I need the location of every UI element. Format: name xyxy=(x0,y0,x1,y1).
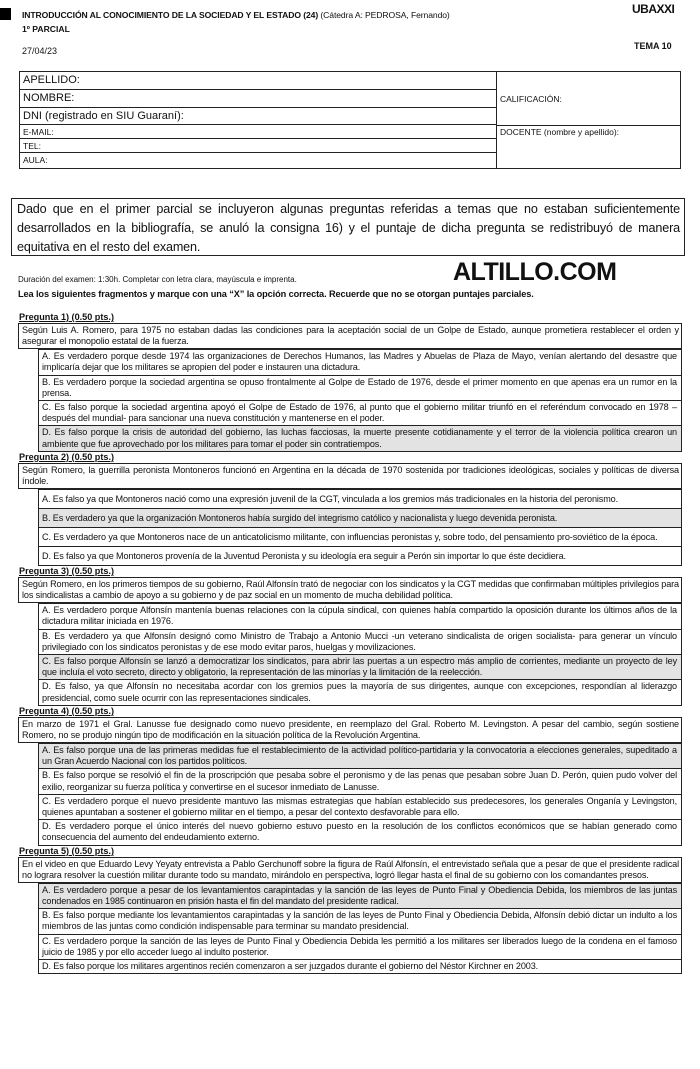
uba-xxi-logo: UBAXXI xyxy=(632,2,675,16)
option-b[interactable]: B. Es verdadero ya que Alfonsín designó como Ministro de Trabajo a Antonio Mucci -un veterano sindicalista de origen socialista- para generar un vínculo privilegiado con los sindicatos peronistas y de ese modo evitar paros, huelgas y movilizaciones. xyxy=(38,630,682,655)
exam-duration: Duración del examen: 1:30h. Completar con letra clara, mayúscula e imprenta. xyxy=(18,275,297,284)
question-2 xyxy=(18,452,682,566)
tema-label: TEMA 10 xyxy=(634,41,672,51)
question-title: Pregunta 2) (0.50 pts.) xyxy=(19,451,115,462)
question-stem: En el video en que Eduardo Levy Yeyaty entrevista a Pablo Gerchunoff sobre la figura de Raúl Alfonsín, el entrevistado señala que a pesar de que el presidente radical no lograra resolver la cuestión militar durante todo su mandato, mirándolo en perspectiva, logró llegar hasta el final de su gobierno con los comandantes presos. xyxy=(18,857,682,883)
option-d[interactable]: D. Es falso ya que Montoneros provenía de la Juventud Peronista y su ideología era seguir a Perón sin importar lo que éste decidiera. xyxy=(38,547,682,566)
student-id-form xyxy=(19,71,681,169)
options-list xyxy=(38,743,682,846)
option-d[interactable]: D. Es verdadero porque el único interés del nuevo gobierno estuvo puesto en la resolución de los conflictos económicos que se habían generado como consecuencia del aumento del endeudamiento externo. xyxy=(38,820,682,845)
options-list xyxy=(38,489,682,566)
option-b[interactable]: B. Es falso porque se resolvió el fin de la proscripción que pesaba sobre el peronismo y de las penas que pesaban sobre Juan D. Perón, quien pudo volver del exilio, reorganizar su fuerza política y convertirse en el sucesor inmediato de Lanusse. xyxy=(38,769,682,794)
course-title xyxy=(22,10,450,20)
question-3 xyxy=(18,566,682,706)
option-d[interactable]: D. Es falso porque la crisis de autoridad del gobierno, las luchas facciosas, la muerte presente cotidianamente y el terror de la violencia política crearon un ambiente que fue aprovechado por los militares para tomar el poder sin contratiempos. xyxy=(38,426,682,451)
question-stem: Según Romero, en los primeros tiempos de su gobierno, Raúl Alfonsín trató de negociar con los sindicatos y la CGT medidas que confirmaban múltiples privilegios para los sindicalistas a cambio de apoyo a su gobierno y de paz social en un momento de mucha debilidad política. xyxy=(18,577,682,603)
email-field[interactable]: E-MAIL: xyxy=(20,125,496,139)
nombre-field[interactable]: NOMBRE: xyxy=(20,90,496,108)
option-a[interactable]: A. Es verdadero porque Alfonsín mantenía buenas relaciones con la cúpula sindical, con quienes había compartido la oposición durante los últimos años de la dictadura militar iniciada en 1976. xyxy=(38,603,682,629)
question-title: Pregunta 4) (0.50 pts.) xyxy=(19,705,115,716)
course-name: INTRODUCCIÓN AL CONOCIMIENTO DE LA SOCIEDAD Y EL ESTADO (24) xyxy=(22,10,319,20)
option-b[interactable]: B. Es verdadero porque la sociedad argentina se opuso frontalmente al Golpe de Estado de 1976, desde el primer momento en que apenas era un rumor en la prensa. xyxy=(38,376,682,401)
calificacion-field: CALIFICACIÓN: xyxy=(500,94,562,104)
exam-notice: Dado que en el primer parcial se incluyeron algunas preguntas referidas a temas que no estaban suficientemente desarrollados en la bibliografía, se anuló la consigna 16) y el puntaje de dicha pregunta se redistribuyó de manera equitativa en el resto del examen. xyxy=(11,198,685,256)
exam-instructions: Lea los siguientes fragmentos y marque con una “X” la opción correcta. Recuerde que no se otorgan puntajes parciales. xyxy=(18,289,534,299)
question-stem: Según Romero, la guerrilla peronista Montoneros funcionó en Argentina en la década de 1970 sostenida por tradiciones ideológicas, sociales y políticas de diversa índole. xyxy=(18,463,682,489)
option-a[interactable]: A. Es falso porque una de las primeras medidas fue el restablecimiento de la actividad político-partidaria y la convocatoria a elecciones generales, supeditado a un Gran Acuerdo Nacional con los partidos políticos. xyxy=(38,743,682,769)
question-1 xyxy=(18,312,682,452)
aula-field[interactable]: AULA: xyxy=(23,155,48,165)
docente-field: DOCENTE (nombre y apellido): xyxy=(500,127,620,137)
question-title: Pregunta 3) (0.50 pts.) xyxy=(19,566,115,576)
option-c[interactable]: C. Es verdadero porque el nuevo presidente mantuvo las mismas estrategias que habían establecido sus predecesores, los generales Onganía y Levingston, quienes apuntaban a sostener el gobierno militar en el tiempo, a pesar del contexto desfavorable para ello. xyxy=(38,795,682,820)
apellido-field[interactable]: APELLIDO: xyxy=(20,72,496,90)
questions-section xyxy=(18,312,682,974)
option-a[interactable]: A. Es verdadero porque a pesar de los levantamientos carapintadas y la sanción de las leyes de Punto Final y Obediencia Debida, los miembros de las juntas condenados en 1985 continuaron en prisión hasta el fin del mandato del presidente radical. xyxy=(38,883,682,909)
dni-field[interactable]: DNI (registrado en SIU Guaraní): xyxy=(20,108,496,125)
tel-field[interactable]: TEL: xyxy=(20,139,496,153)
question-title: Pregunta 5) (0.50 pts.) xyxy=(19,845,115,856)
student-fields xyxy=(20,72,497,168)
form-divider xyxy=(496,125,680,126)
option-c[interactable]: C. Es falso porque la sociedad argentina apoyó el Golpe de Estado de 1976, al punto que el gobierno militar triunfó en el referéndum convocado en 1978 –después del mundial- para sancionar una nueva constitución y mantenerse en el poder. xyxy=(38,401,682,426)
question-4 xyxy=(18,706,682,846)
catedra: (Cátedra A: PEDROSA, Fernando) xyxy=(320,10,450,20)
option-a[interactable]: A. Es verdadero porque desde 1974 las organizaciones de Derechos Humanos, las Madres y Abuelas de Plaza de Mayo, venían alertando del desastre que implicaría dejar que los militares se apropien del poder e instauren una dictadura. xyxy=(38,349,682,375)
question-stem: En marzo de 1971 el Gral. Lanusse fue designado como nuevo presidente, en reemplazo del Gral. Roberto M. Levingston. A pesar del cambio, según sostiene Romero, no se produjo ningún tipo de modificación en la situación política de la Revolución Argentina. xyxy=(18,717,682,743)
option-c[interactable]: C. Es verdadero ya que Montoneros nace de un anticatolicismo militante, con influencias peronistas y, sobre todo, del pensamiento pro-soviético de la época. xyxy=(38,528,682,547)
option-b[interactable]: B. Es falso porque mediante los levantamientos carapintadas y la sanción de las leyes de Punto Final y Obediencia Debida, Alfonsín debió dictar un indulto a los miembros de las juntas como condición indispensable para terminar su mandato presidencial. xyxy=(38,909,682,934)
altillo-watermark: ALTILLO.COM xyxy=(453,258,617,286)
option-a[interactable]: A. Es falso ya que Montoneros nació como una expresión juvenil de la CGT, vinculada a los gremios más tradicionales en la historia del peronismo. xyxy=(38,489,682,509)
option-c[interactable]: C. Es falso porque Alfonsín se lanzó a democratizar los sindicatos, para abrir las puertas a un espectro más amplio de corrientes, mediante un proyecto de ley que incluía el voto secreto, directo y obligatorio, la representación de las minorías y la limitación de la reelección. xyxy=(38,655,682,680)
options-list xyxy=(38,349,682,452)
header-black-mark xyxy=(0,8,11,20)
question-stem: Según Luis A. Romero, para 1975 no estaban dadas las condiciones para la aceptación social de un Golpe de Estado, aunque prometiera restablecer el orden y asegurar el monopolio estatal de la fuerza. xyxy=(18,323,682,349)
option-d[interactable]: D. Es falso, ya que Alfonsín no necesitaba acordar con los gremios pues la mayoría de sus dirigentes, aunque con excepciones, respondían al liderazgo presidencial, como suele ocurrir con las representaciones sindicales. xyxy=(38,680,682,705)
option-b[interactable]: B. Es verdadero ya que la organización Montoneros había surgido del integrismo católico y nacionalista y luego devenida peronista. xyxy=(38,509,682,528)
option-c[interactable]: C. Es verdadero porque la sanción de las leyes de Punto Final y Obediencia Debida les permitió a los militares ser liberados luego de la condena en el famoso juicio de 1985 y por ello acceder luego al indulto posterior. xyxy=(38,935,682,960)
question-5 xyxy=(18,846,682,975)
exam-date: 27/04/23 xyxy=(22,46,58,56)
question-title: Pregunta 1) (0.50 pts.) xyxy=(19,312,115,322)
exam-name: 1º PARCIAL xyxy=(22,24,70,34)
option-d[interactable]: D. Es falso porque los militares argentinos recién comenzaron a ser juzgados durante el gobierno del Néstor Kirchner en 2003. xyxy=(38,960,682,974)
options-list xyxy=(38,883,682,974)
options-list xyxy=(38,603,682,706)
